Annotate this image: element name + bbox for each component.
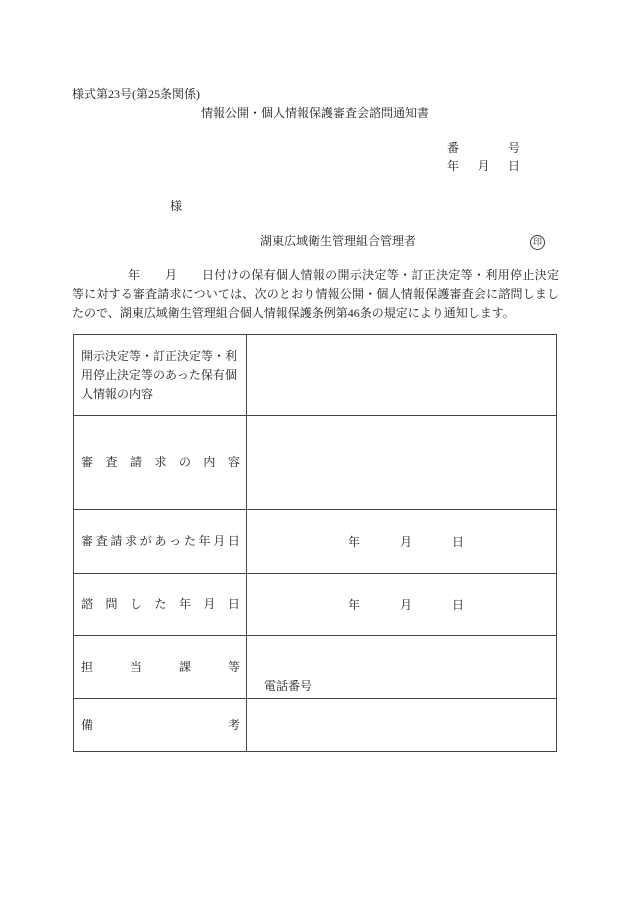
row-label	[74, 636, 247, 698]
date-placeholder	[348, 598, 464, 612]
phone-label: 電話番号	[264, 679, 313, 693]
table-row-request-date	[74, 509, 556, 573]
body-paragraph: 年 月 日付けの保有個人情報の開示決定等・訂正決定等・利用停止決定等に対する審査請求については、次のとおり情報公開・個人情報保護審査会に諮問しましたので、湖東広域衛生管理組合個人情報保護条例第46条の規定により通知します。	[72, 268, 559, 320]
row-value-empty	[247, 416, 556, 509]
row-label-text: 開示決定等・訂正決定等・利用停止決定等のあった保有個人情報の内容	[81, 348, 238, 401]
row-label-text: 審 査 請 求 の 内 容	[81, 455, 240, 469]
addressee-suffix: 様	[170, 199, 183, 213]
row-label-text: 担 当 課 等	[81, 659, 240, 674]
date-year: 年	[348, 597, 361, 612]
page-title: 情報公開・個人情報保護審査会諮問通知書	[200, 106, 429, 120]
table-row-disclosed-info	[74, 335, 556, 415]
table-row-remarks	[74, 698, 556, 751]
row-value-date	[247, 574, 556, 635]
row-label	[74, 510, 247, 573]
row-label-text: 備 考	[81, 717, 240, 732]
row-label-text: 諮 問 し た 年 月 日	[81, 597, 240, 611]
sender-name: 湖東広域衛生管理組合管理者	[260, 234, 417, 248]
date-month: 月	[399, 597, 412, 612]
row-value-date	[247, 510, 556, 573]
date-day: 日	[451, 534, 464, 549]
doc-meta-block	[447, 139, 520, 175]
seal-stamp-icon: 印	[530, 235, 545, 250]
doc-date-year: 年	[447, 159, 460, 173]
row-label	[74, 574, 247, 635]
date-month: 月	[399, 534, 412, 549]
row-value-phone	[247, 636, 556, 698]
doc-date-day: 日	[507, 159, 520, 173]
row-label	[74, 416, 247, 509]
date-day: 日	[451, 597, 464, 612]
date-placeholder	[348, 535, 464, 549]
row-label	[74, 335, 247, 415]
row-value-empty	[247, 699, 556, 751]
row-label-text: 審 査 請 求 が あ っ た 年 月 日	[81, 534, 240, 548]
row-value-empty	[247, 335, 556, 415]
doc-date-line	[447, 157, 520, 175]
table-row-department	[74, 635, 556, 698]
doc-number-go: 号	[507, 141, 520, 155]
form-number: 様式第23号(第25条関係)	[72, 87, 200, 101]
doc-date-month: 月	[477, 159, 490, 173]
notice-table	[73, 334, 557, 752]
table-row-consult-date	[74, 573, 556, 635]
doc-number-line	[447, 139, 520, 157]
table-row-request-content	[74, 415, 556, 509]
doc-number-ban: 番	[447, 141, 460, 155]
row-label	[74, 699, 247, 751]
date-year: 年	[348, 534, 361, 549]
